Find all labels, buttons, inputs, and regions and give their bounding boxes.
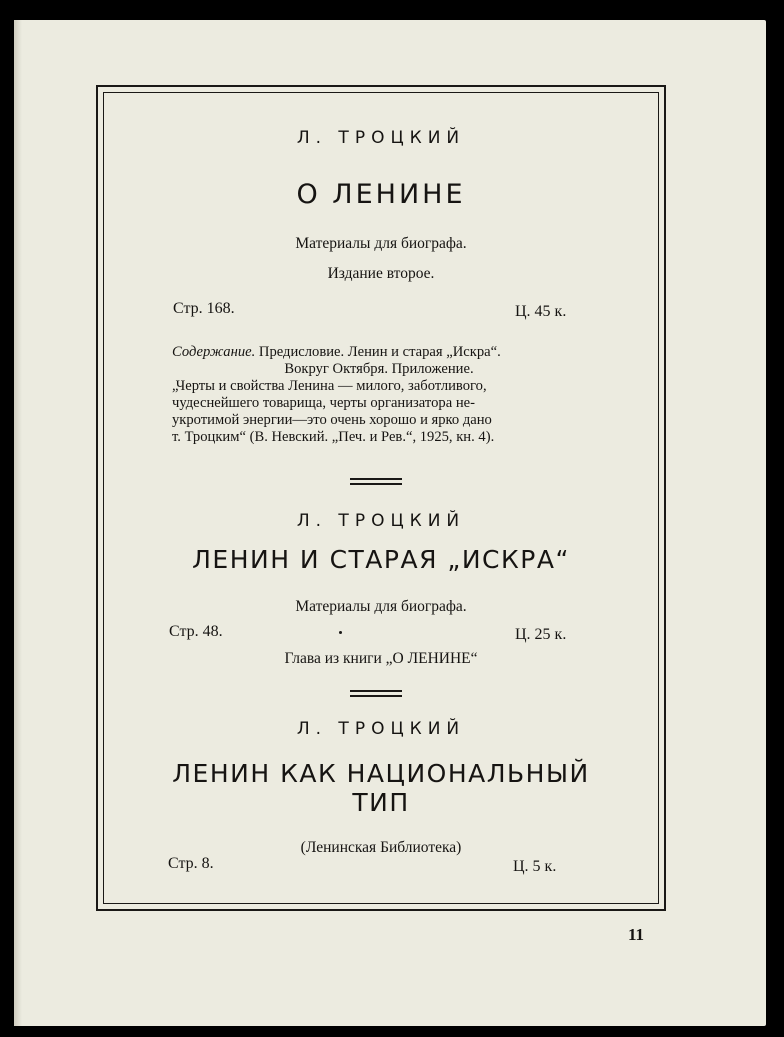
book2-title: ЛЕНИН И СТАРАЯ „ИСКРА“ bbox=[192, 545, 570, 574]
page-number: 11 bbox=[628, 925, 645, 944]
book1-author: Л. ТРОЦКИЙ bbox=[296, 128, 466, 148]
book2-pages: Стр. 48. bbox=[169, 623, 223, 640]
stray-dot bbox=[339, 631, 342, 634]
separator-double-rule-1 bbox=[350, 478, 402, 485]
book3-series: (Ленинская Библиотека) bbox=[300, 839, 462, 856]
advertisement-inner-border bbox=[103, 92, 659, 904]
page-spine-shadow bbox=[14, 20, 22, 1026]
book3-title-line1: ЛЕНИН КАК НАЦИОНАЛЬНЫЙ bbox=[172, 759, 590, 788]
advertisement-frame bbox=[96, 85, 666, 911]
book1-description bbox=[172, 344, 586, 446]
book3-price: Ц. 5 к. bbox=[513, 858, 557, 875]
book1-review-line4: т. Троцким“ (В. Невский. „Печ. и Рев.“, 1925, кн. 4). bbox=[172, 429, 495, 445]
book1-contents-line2: Вокруг Октября. Приложение. bbox=[284, 361, 474, 377]
book1-contents-line1: Предисловие. Ленин и старая „Искра“. bbox=[255, 344, 501, 360]
separator-double-rule-2 bbox=[350, 690, 402, 697]
book2-author: Л. ТРОЦКИЙ bbox=[296, 511, 466, 531]
book3-title-line2: ТИП bbox=[352, 788, 410, 817]
book1-contents-row bbox=[172, 344, 586, 361]
book-page bbox=[14, 20, 766, 1026]
book1-subtitle: Материалы для биографа. bbox=[295, 235, 467, 252]
book1-pages: Стр. 168. bbox=[173, 300, 235, 317]
book1-edition: Издание второе. bbox=[327, 265, 435, 282]
book1-review-line1: „Черты и свойства Ленина — милого, заботливого, bbox=[172, 378, 487, 394]
book2-note: Глава из книги „О ЛЕНИНЕ“ bbox=[284, 650, 478, 667]
book2-subtitle: Материалы для биографа. bbox=[295, 598, 467, 615]
book3-author: Л. ТРОЦКИЙ bbox=[296, 719, 466, 739]
book1-price: Ц. 45 к. bbox=[515, 303, 567, 320]
book1-review-line2: чудеснейшего товарища, черты организатора не- bbox=[172, 395, 475, 411]
book1-contents-label: Содержание. bbox=[172, 344, 256, 360]
book1-title: О ЛЕНИНЕ bbox=[296, 179, 466, 210]
book1-review-line3: укротимой энергии—это очень хорошо и ярко дано bbox=[172, 412, 492, 428]
book3-pages: Стр. 8. bbox=[168, 855, 214, 872]
book2-price: Ц. 25 к. bbox=[515, 626, 567, 643]
